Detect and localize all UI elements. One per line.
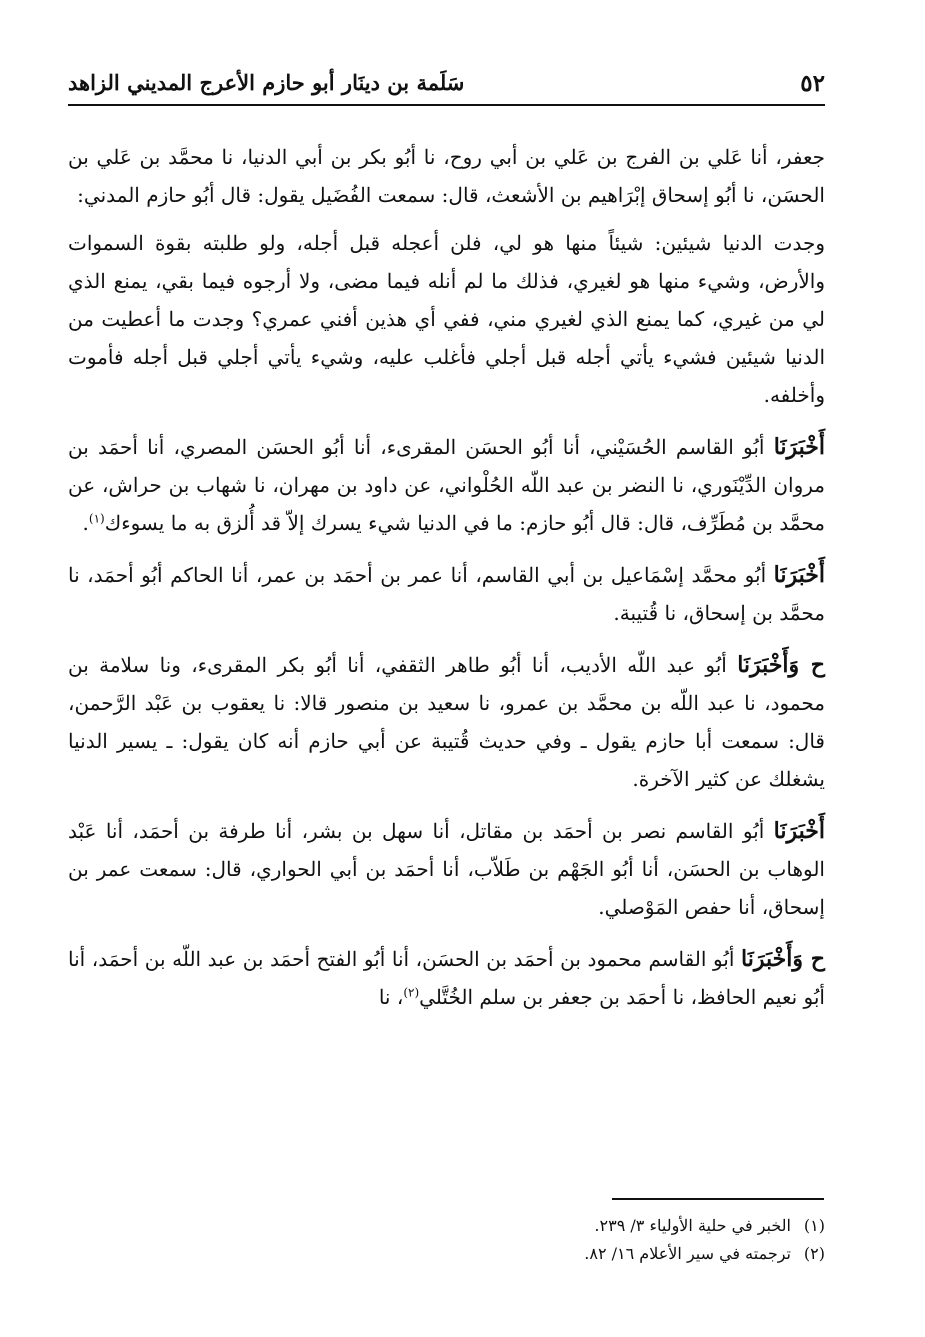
paragraph-text: أبُو محمَّد إسْمَاعيل بن أبي القاسم، أنا عمر بن أحمَد بن عمر، أنا الحاكم أبُو أحمَد، نا محمَّد بن إسحاق، نا قُتيبة.: [68, 563, 825, 625]
paragraph-text: أبُو عبد اللّه الأديب، أنا أبُو طاهر الثقفي، أنا أبُو بكر المقرىء، ونا سلامة بن محمود، نا عبد اللّه بن محمَّد بن عمرو، نا سعيد بن منصور قالا: نا يعقوب بن عَبْد الرَّحمن، قال: سمعت أبا حازم يقول ـ وفي حديث قُتيبة عن أبي حازم أنه كان يقول: ـ يسير الدنيا يشغلك عن كثير الآخرة.: [68, 653, 825, 791]
footnote-separator: [612, 1198, 824, 1200]
footnote-text: الخبر في حلية الأولياء ٣/ ٢٣٩.: [594, 1216, 791, 1235]
paragraph-6: [68, 812, 825, 926]
footnote-ref-2: (٢): [403, 985, 420, 1000]
main-text: [68, 138, 825, 1030]
narration-keyword: أَخْبَرَنَا: [773, 434, 826, 460]
footnote-number: (١): [803, 1216, 825, 1235]
narration-keyword: أَخْبَرَنَا: [773, 818, 825, 844]
paragraph-text: أبُو القاسم نصر بن أحمَد بن مقاتل، أنا سهل بن بشر، أنا طرفة بن أحمَد، أنا عَبْد الوهاب بن الحسَن، أنا أبُو الجَهْم بن طَلاّب، أنا أحمَد بن أبي الحواري، قال: سمعت عمر بن إسحاق، أنا حفص المَوْصلي.: [68, 819, 825, 919]
footnote-number: (٢): [803, 1244, 825, 1263]
narration-keyword: ح وَأَخْبَرَنَا: [737, 652, 825, 678]
narration-keyword: أَخْبَرَنَا: [773, 562, 825, 588]
footnote-text: ترجمته في سير الأعلام ١٦/ ٨٢.: [584, 1244, 791, 1263]
footnote-1: [68, 1212, 825, 1240]
footnote-2: [68, 1240, 825, 1268]
paragraph-3: [68, 428, 825, 542]
narration-keyword: ح وَأَخْبَرَنَا: [741, 946, 825, 972]
paragraph-5: [68, 646, 825, 798]
paragraph-text: وجدت الدنيا شيئين: شيئاً منها هو لي، فلن أعجله قبل أجله، ولو طلبته بقوة السموات والأرض، وشيء منها هو لغيري، فذلك ما لم أنله فيما مضى، ولا أرجوه فيما بقي، يمنع الذي لي من غيري، كما يمنع الذي لغيري مني، ففي أي هذين أفني عمري؟ وجدت ما أعطيت من الدنيا شيئين فشيء يأتي أجله قبل أجلي فأغلب عليه، وشيء يأتي أجلي قبل أجله فأموت وأخلفه.: [68, 231, 825, 407]
paragraph-4: [68, 556, 825, 632]
footnotes: [68, 1212, 825, 1268]
running-header: [68, 64, 825, 106]
paragraph-1: [68, 138, 825, 214]
footnote-ref-1: (١): [88, 511, 105, 526]
paragraph-7: [68, 940, 825, 1016]
paragraph-text: أبُو القاسم الحُسَيْني، أنا أبُو الحسَن المقرىء، أنا أبُو الحسَن المصري، أنا أحمَد بن مروان الدِّيْنَوري، نا النضر بن عبد اللّه الحُلْواني، عن داود بن مهران، نا شهاب بن حراش، عن محمَّد بن مُطَرِّف، قال: قال أبُو حازم: ما في الدنيا شيء يسرك إلاّ قد أُلزق به ما يسوءك: [68, 435, 825, 535]
page-number: ٥٢: [800, 70, 825, 97]
paragraph-tail: ، نا: [378, 985, 404, 1009]
paragraph-2: [68, 224, 825, 414]
running-title: سَلَمة بن دينَار أبو حازم الأعرج المديني الزاهد: [68, 70, 465, 95]
paragraph-text: أبُو القاسم محمود بن أحمَد بن الحسَن، أنا أبُو الفتح أحمَد بن عبد اللّه بن أحمَد، أنا أبُو نعيم الحافظ، نا أحمَد بن جعفر بن سلم الخُتَّلي: [68, 947, 825, 1009]
header-rule: [68, 104, 825, 106]
paragraph-text: جعفر، أنا عَلي بن الفرج بن عَلي بن أبي روح، نا أبُو بكر بن أبي الدنيا، نا محمَّد بن عَلي بن الحسَن، نا أبُو إسحاق إبْرَاهيم بن الأشعث، قال: سمعت الفُضَيل يقول: قال أبُو حازم المدني:: [68, 145, 825, 207]
paragraph-tail: .: [82, 511, 89, 535]
